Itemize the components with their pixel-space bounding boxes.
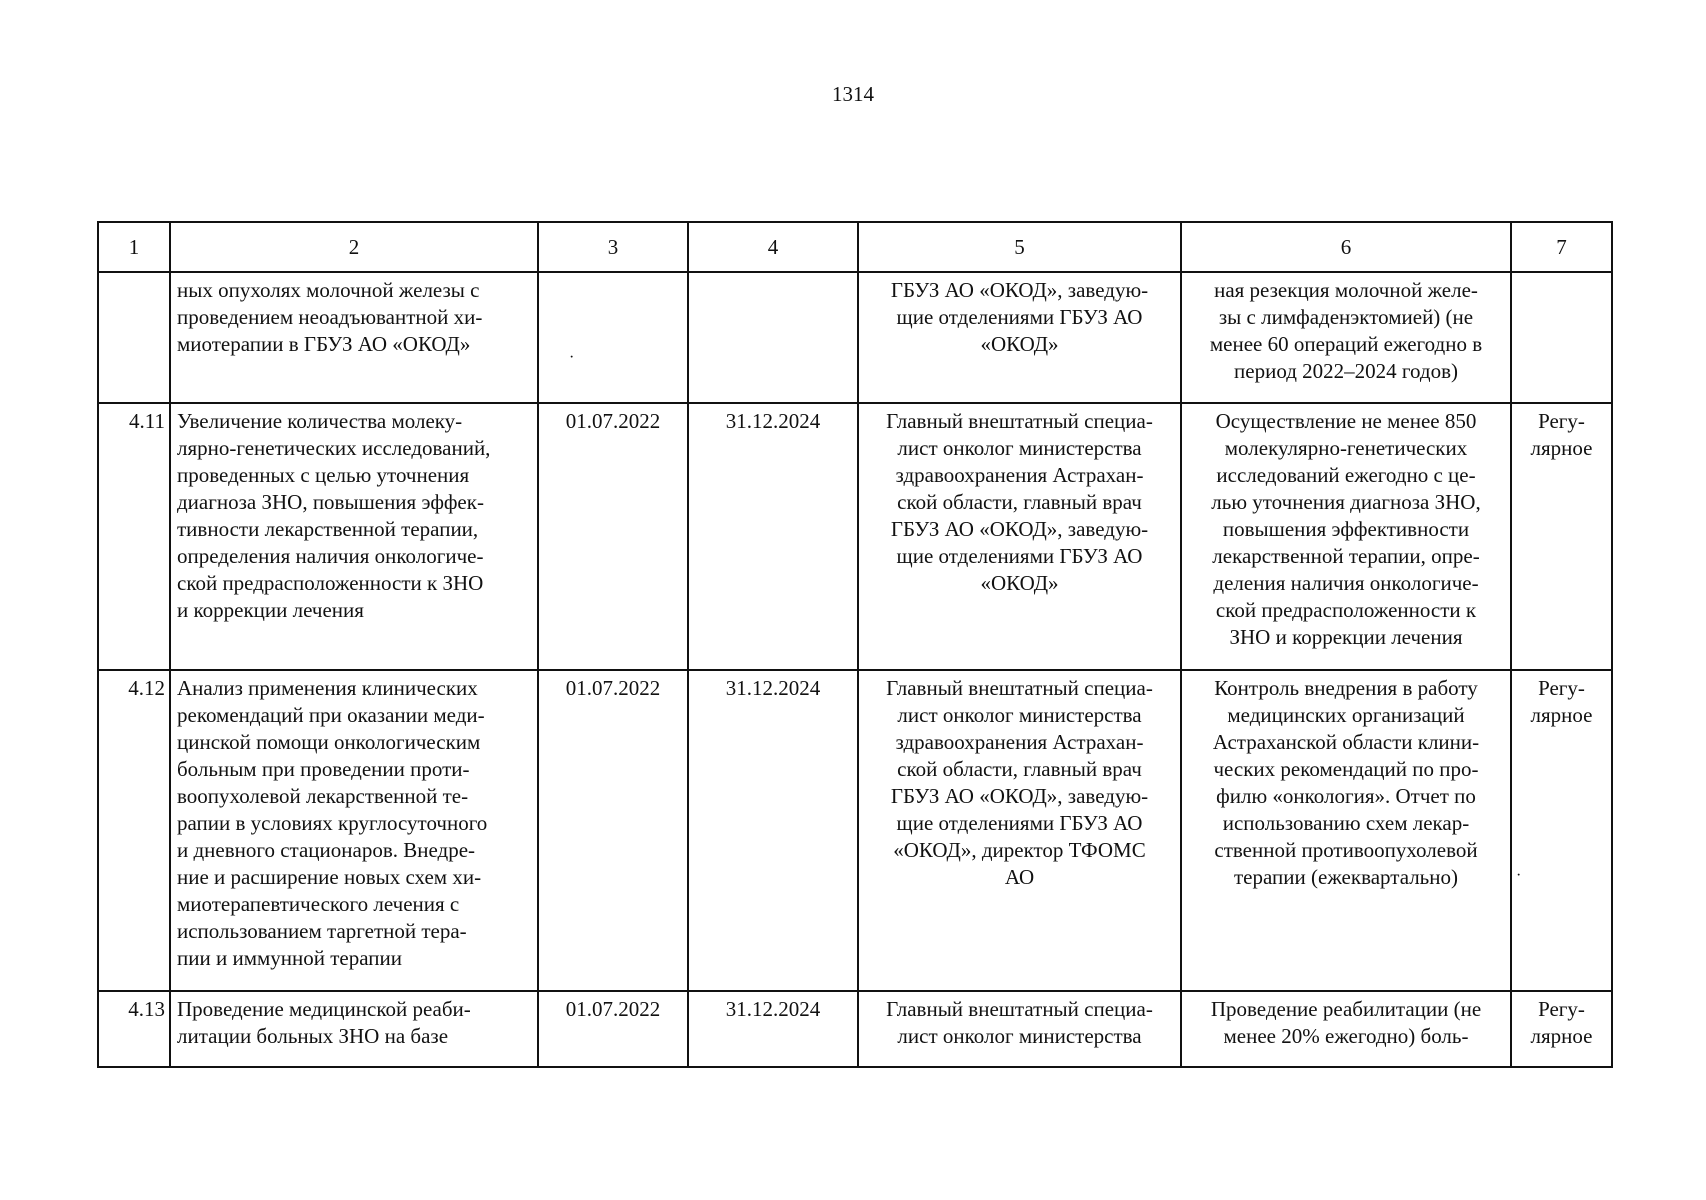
column-number: 4 [688,222,858,272]
column-number: 6 [1181,222,1511,272]
responsible-persons: Главный внештатный специа- лист онколог министерства здравоохранения Астрахан- ской области, главный врач ГБУЗ АО «ОКОД», заведую- щие отделениями ГБУЗ АО «ОКОД» [858,403,1181,670]
page-number: 1314 [832,82,874,106]
start-date: 01.07.2022 [538,991,688,1067]
event-description: Анализ применения клинических рекомендаций при оказании меди- цинской помощи онкологическим больным при проведении проти- воопухолевой лекарственной те- рапии в условиях круглосуточного и дневного стационаров. Внедре- ние и расширение новых схем хи- миотерапевтического лечения с использованием таргетной тера- пии и иммунной терапии [170,670,538,991]
table-row [98,991,1612,1067]
expected-result: Осуществление не менее 850 молекулярно-генетических исследований ежегодно с це- лью уточнения диагноза ЗНО, повышения эффективности лекарственной терапии, опре- деления наличия онкологиче- ской предрасположенности к ЗНО и коррекции лечения [1181,403,1511,670]
column-number: 7 [1511,222,1612,272]
expected-result: Проведение реабилитации (не менее 20% ежегодно) боль- [1181,991,1511,1067]
item-number: 4.13 [98,991,170,1067]
responsible-persons: Главный внештатный специа- лист онколог министерства [858,991,1181,1067]
event-type: Регу- лярное [1511,403,1612,670]
column-number: 5 [858,222,1181,272]
start-date: 01.07.2022 [538,670,688,991]
responsible-persons: Главный внештатный специа- лист онколог министерства здравоохранения Астрахан- ской области, главный врач ГБУЗ АО «ОКОД», заведую- щие отделениями ГБУЗ АО «ОКОД», директор ТФОМС АО [858,670,1181,991]
event-description: Увеличение количества молеку- лярно-генетических исследований, проведенных с целью уточнения диагноза ЗНО, повышения эффек- тивности лекарственной терапии, определения наличия онкологиче- ской предрасположенности к ЗНО и коррекции лечения [170,403,538,670]
expected-result: Контроль внедрения в работу медицинских организаций Астраханской области клини- ческих рекомендаций по про- филю «онкология». Отчет по использованию схем лекар- ственной противоопухолевой терапии (ежеквартально) [1181,670,1511,991]
event-description: ных опухолях молочной железы с проведением неоадъювантной хи- миотерапии в ГБУЗ АО «ОКОД» [170,272,538,403]
end-date: 31.12.2024 [688,403,858,670]
column-number: 2 [170,222,538,272]
column-number: 1 [98,222,170,272]
item-number: 4.11 [98,403,170,670]
item-number: 4.12 [98,670,170,991]
measures-table [97,221,1613,1068]
event-type [1511,272,1612,403]
event-description: Проведение медицинской реаби- литации больных ЗНО на базе [170,991,538,1067]
table-row [98,670,1612,991]
column-number: 3 [538,222,688,272]
start-date: 01.07.2022 [538,403,688,670]
column-number-row [98,222,1612,272]
event-type: Регу- лярное [1511,670,1612,991]
table-row [98,403,1612,670]
expected-result: ная резекция молочной желе- зы с лимфаденэктомией) (не менее 60 операций ежегодно в период 2022–2024 годов) [1181,272,1511,403]
scan-speck: · [569,349,575,366]
end-date: 31.12.2024 [688,991,858,1067]
table-row [98,272,1612,403]
end-date: 31.12.2024 [688,670,858,991]
scan-speck: · [1516,867,1522,884]
event-type: Регу- лярное [1511,991,1612,1067]
item-number [98,272,170,403]
end-date [688,272,858,403]
start-date [538,272,688,403]
responsible-persons: ГБУЗ АО «ОКОД», заведую- щие отделениями ГБУЗ АО «ОКОД» [858,272,1181,403]
